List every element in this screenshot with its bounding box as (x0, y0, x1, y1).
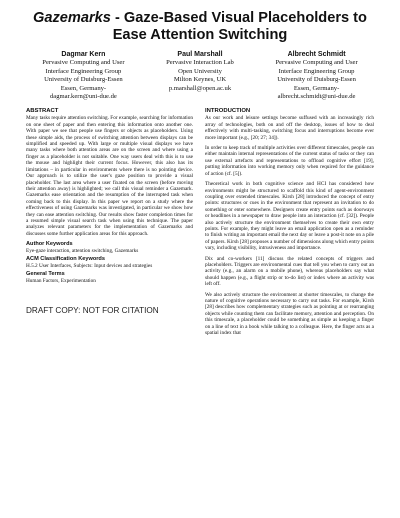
title-italic: Gazemarks (33, 10, 111, 26)
author-affiliation: Pervasive Interaction Lab (166, 59, 234, 67)
author-email: p.marshall@open.ac.uk (168, 84, 232, 92)
paper-title (30, 10, 370, 44)
right-column (205, 108, 374, 340)
keywords-heading: Author Keywords (26, 241, 73, 248)
author-affiliation: University of Duisburg-Essen (277, 76, 356, 84)
intro-paragraph: Dix and co-workers [11] discuss the related concepts of triggers and placeholders. Triggers are environmental cues that tell you when to carry out an activity (e.g., an alarm on a mobile phone), whereas placeholders say what should happen (e.g., a flight strip or to-do list) or index where an activity was left off. (205, 255, 374, 288)
keywords-text: Eye-gaze interaction, attention switching, Gazemarks (26, 247, 139, 254)
acm-text: H.5.2 User Interfaces, Subjects: Input devices and strategies (26, 262, 153, 269)
author-affiliation: Open University (178, 67, 222, 75)
intro-paragraph: Theoretical work in both cognitive science and HCI has considered how environments might be structured to scaffold this kind of agent-environment coupling over extended timescales. Kirsh [28] introduced the concept of entry points: structures or cues in the environment that represent an invitation to do something or enter somewhere. Designers create entry points such as doorways or headlines in a newspaper to draw people into an interaction (cf. [32]). People also actively structure the environment themselves to create their own entry points. For example, they might leave an email application open as a reminder to finish writing an important email the next day or leave a post-it note on a pile of papers. Kirsh [28] proposes a number of dimensions along which entry points vary, including visibility, intrusiveness and importance. (205, 181, 374, 252)
abstract-heading: ABSTRACT (26, 108, 59, 115)
author-affiliation: Pervasive Computing and User (275, 59, 358, 67)
author-affiliation: Essen, Germany- (60, 84, 107, 92)
title-rest: - Gaze-Based Visual Placeholders to Ease Attention Switching (110, 10, 367, 43)
author-affiliation: University of Duisburg-Essen (44, 76, 123, 84)
author-affiliation: Interface Engineering Group (278, 67, 355, 75)
general-terms-heading: General Terms (26, 271, 65, 278)
abstract-text: Many tasks require attention switching. For example, searching for information on one sheet of paper and then entering this information onto another one. With paper we see that people use fingers or objects as placeholders. Using these simple aids, the process of switching attention between displays can be simplified and speeded up. With large or multiple visual displays we have many tasks where both attention areas are on the screen and where using a finger as a placeholder is not suitable. One way users deal with this is to use the mouse and highlight their current focus. However, this also has its limitations – in particular in environments where there is no pointing device. Our approach is to utilize the user's gaze position to provide a visual placeholder. The last area where a user fixated on the screen (before moving their attention away) is highlighted; we call this visual reminder a Gazemark. Gazemarks ease orientation and the resumption of the interrupted task when coming back to this display. In this paper we report on a study where the effectiveness of using Gazemarks was investigated, in particular we show how they can ease attention switching. Our results show faster completion times for a resumed simple visual search task when using this technique. The paper analyzes relevant parameters for the implementation of Gazemarks and discusses some further application areas for this approach. (26, 115, 193, 237)
author-name: Albrecht Schmidt (287, 51, 346, 58)
draft-notice: DRAFT COPY: NOT FOR CITATION (26, 306, 159, 316)
acm-heading: ACM Classification Keywords (26, 256, 105, 263)
intro-paragraph: In order to keep track of multiple activities over different timescales, people can either maintain internal representations of the current status of tasks or they can use external artefacts and representations to offload cognitive effort [19], putting information into working memory only when required for the guidance of action (cf. [5]). (205, 145, 374, 177)
author-affiliation: Interface Engineering Group (45, 67, 122, 75)
intro-paragraph: We also actively structure the environment at shorter timescales, to change the nature of cognitive operations necessary to carry out tasks. For example, Kirsh [28] describes how complementary strategies such as pointing at or rearranging objects while counting them can facilitate memory, attention and perception. On this timescale, a placeholder could be something as simple as keeping a finger on a line of text in a book while talking to a colleague. Here, the finger acts as a spatial index that (205, 291, 374, 337)
author-name: Dagmar Kern (61, 51, 106, 58)
author-block (26, 51, 374, 101)
left-column (26, 108, 193, 340)
body-columns (26, 108, 374, 340)
author-1 (26, 51, 141, 101)
author-name: Paul Marshall (177, 51, 223, 58)
author-affiliation: Essen, Germany- (293, 84, 340, 92)
intro-paragraph: As our work and leisure settings become suffused with an increasingly rich array of technologies, both on and off the desktop, issues of how to deal effectively with multi-tasking, switching focus and interruptions become ever more important (e.g., [20; 27; 34]). (205, 115, 374, 141)
author-3 (259, 51, 374, 101)
introduction-heading: INTRODUCTION (205, 108, 251, 115)
author-email: albrecht.schmidt@uni-due.de (277, 93, 356, 101)
author-2 (143, 51, 258, 101)
author-affiliation: Pervasive Computing and User (42, 59, 125, 67)
general-terms-text: Human Factors, Experimentation (26, 277, 96, 284)
author-affiliation: Milton Keynes, UK (173, 76, 227, 84)
author-email: dagmar.kern@uni-due.de (49, 93, 117, 101)
